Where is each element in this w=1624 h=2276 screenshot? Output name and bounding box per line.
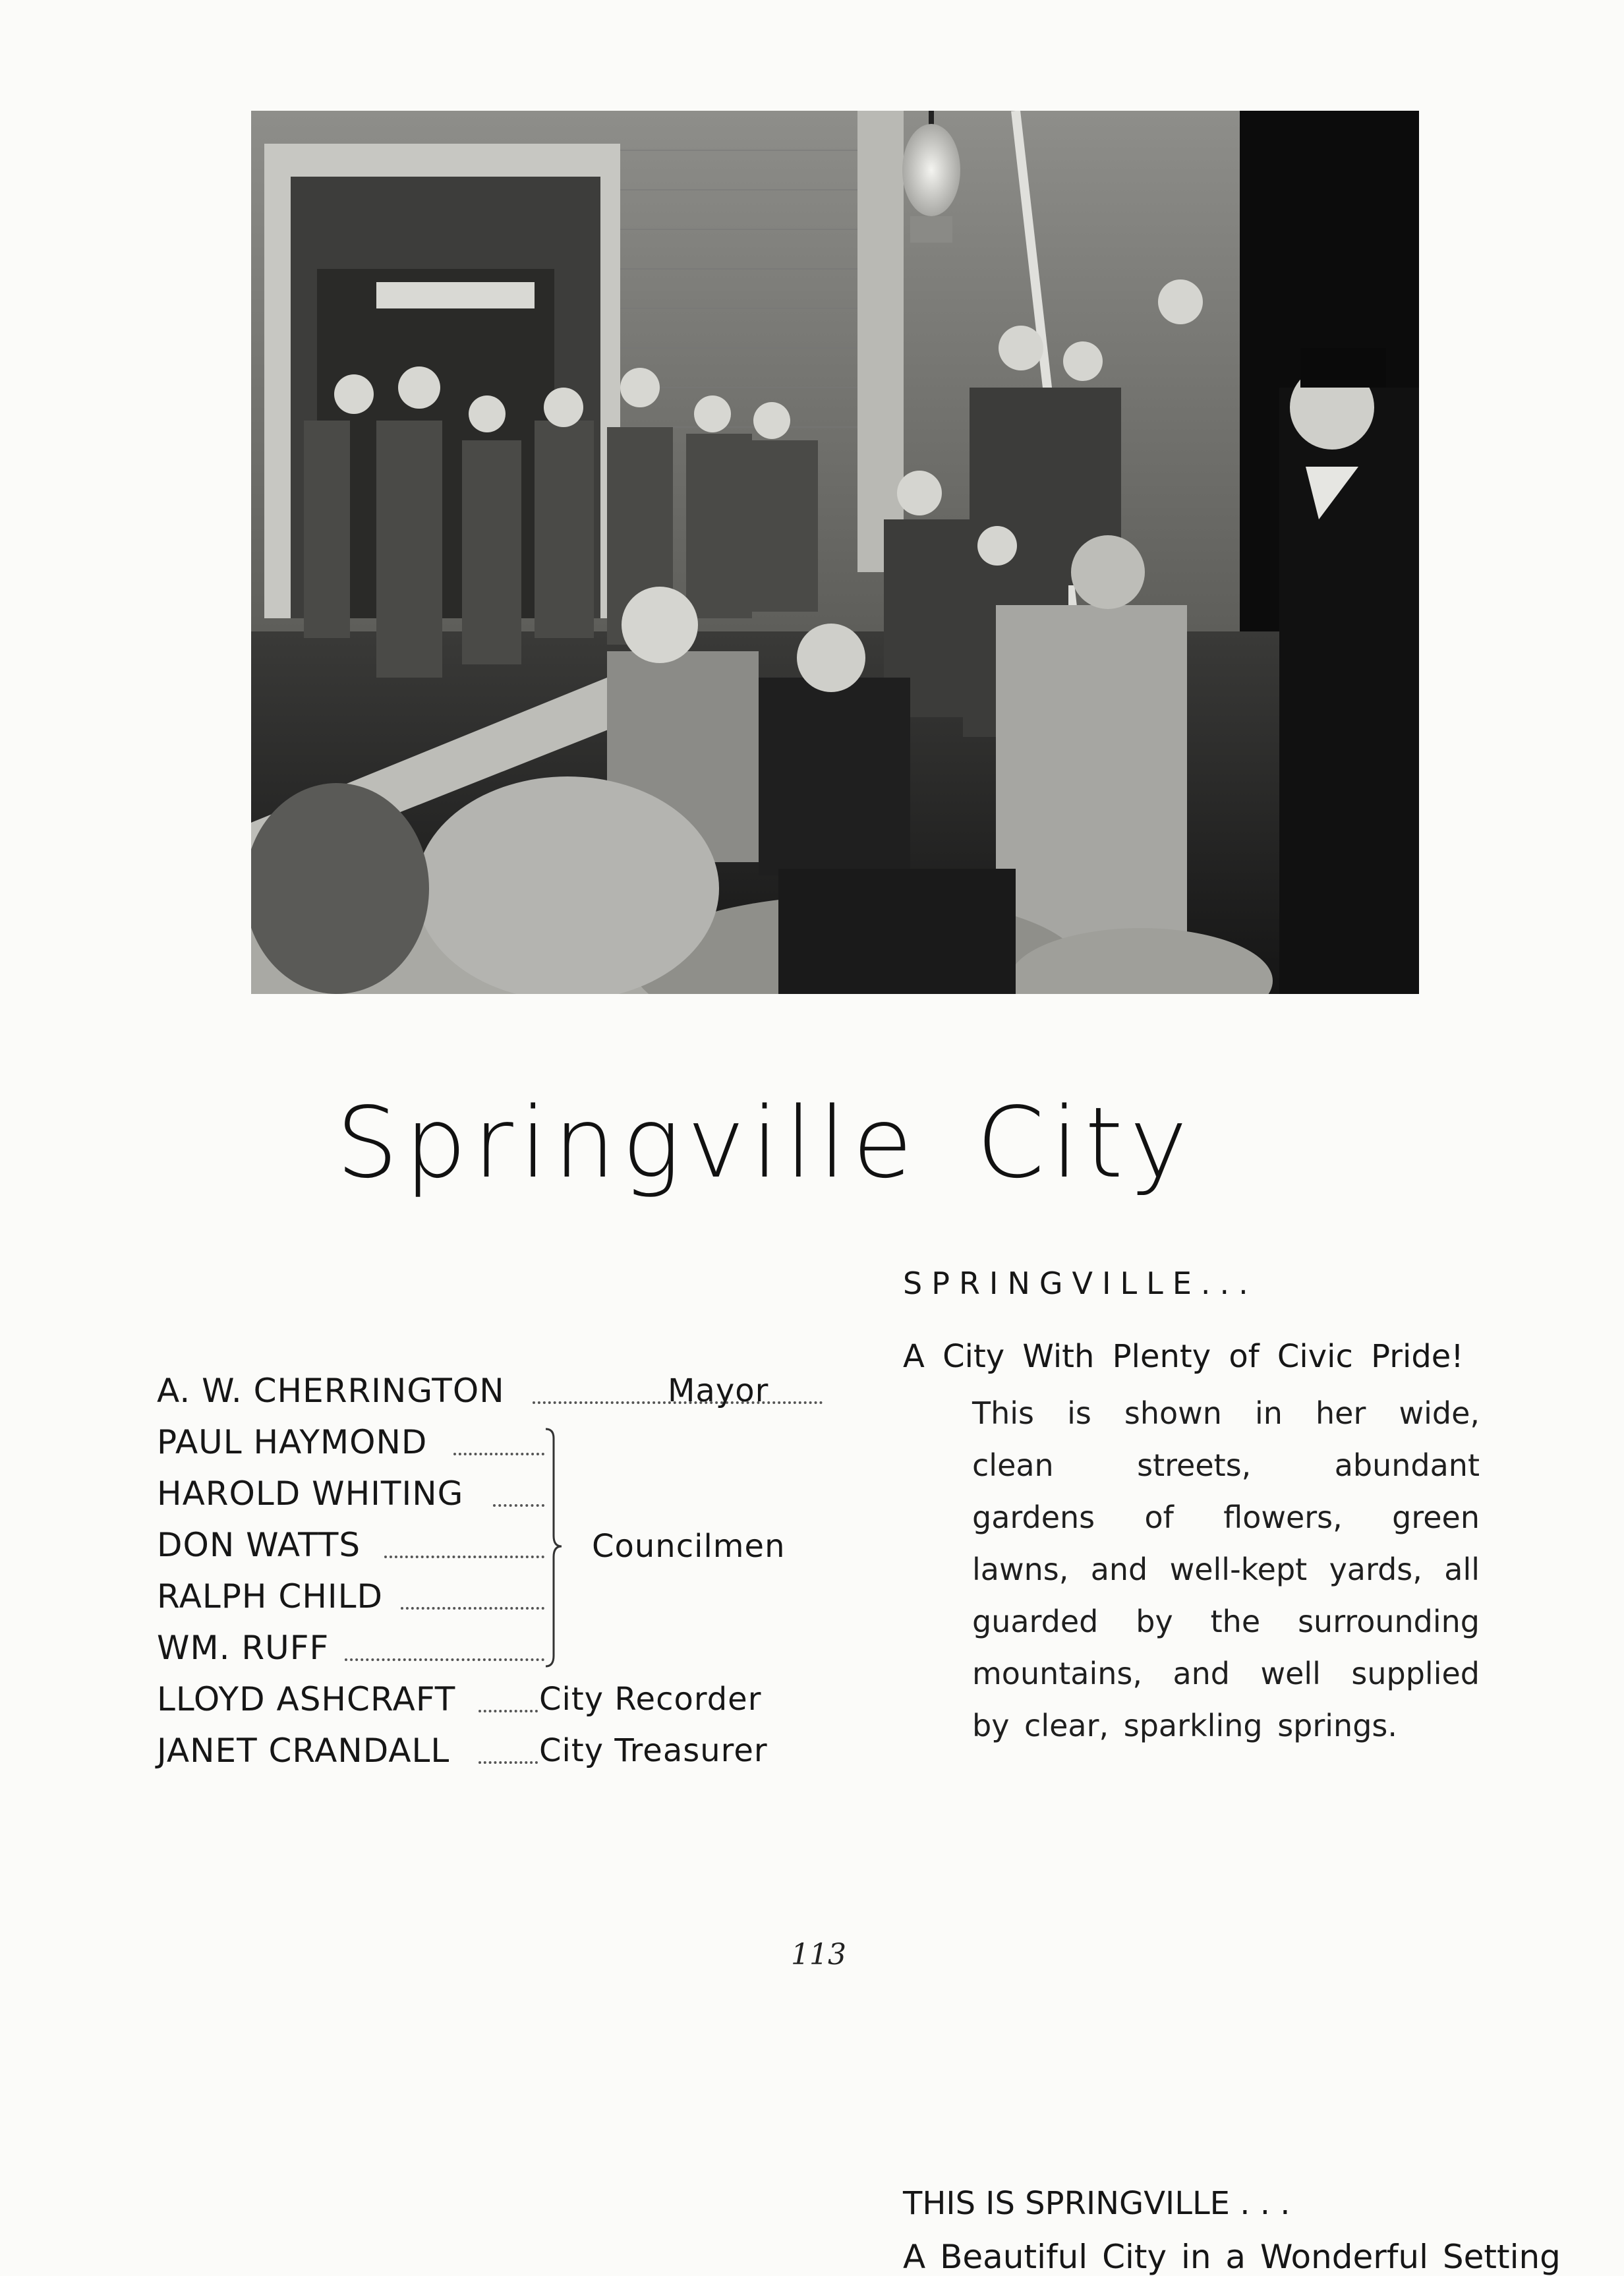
official-name: A. W. CHERRINGTON xyxy=(157,1372,505,1410)
official-name: RALPH CHILD xyxy=(157,1577,384,1616)
official-row xyxy=(157,1577,383,1616)
official-role: Mayor xyxy=(668,1372,769,1409)
official-role: City Treasurer xyxy=(539,1732,768,1769)
leader-dots xyxy=(478,1761,538,1764)
feature-tagline: A City With Plenty of Civic Pride! xyxy=(903,1338,1464,1375)
leader-dots xyxy=(453,1453,544,1455)
official-row xyxy=(157,1474,463,1513)
leader-dots xyxy=(345,1658,544,1661)
leader-dots xyxy=(384,1556,544,1558)
official-row xyxy=(157,1731,450,1770)
official-name: WM. RUFF xyxy=(157,1629,330,1667)
page-title: Springville City xyxy=(336,1086,1194,1200)
leader-dots xyxy=(493,1504,544,1507)
official-row xyxy=(157,1679,455,1719)
official-row xyxy=(157,1525,361,1565)
official-name: JANET CRANDALL xyxy=(157,1732,450,1770)
page-number: 113 xyxy=(791,1938,846,1971)
official-name: HAROLD WHITING xyxy=(157,1474,464,1513)
official-row xyxy=(157,1628,329,1668)
official-name: LLOYD ASHCRAFT xyxy=(157,1680,456,1718)
closing-line: A Beautiful City in a Wonderful Setting xyxy=(903,2238,1561,2276)
feature-heading: SPRINGVILLE... xyxy=(903,1266,1258,1301)
official-name: PAUL HAYMOND xyxy=(157,1423,428,1461)
leader-dots xyxy=(401,1607,544,1610)
leader-dots xyxy=(478,1710,538,1712)
council-brace xyxy=(544,1424,571,1674)
councilmen-label: Councilmen xyxy=(592,1528,786,1565)
official-row xyxy=(157,1422,427,1462)
feature-body: This is shown in her wide, clean streets, abundant gardens of flowers, green lawns, and well-kept yards, all guarded by the surrounding mountains, and well supplied by clear, sparkling springs. xyxy=(972,1395,1480,1743)
closing-heading: THIS IS SPRINGVILLE . . . xyxy=(903,2185,1290,2222)
official-row xyxy=(157,1371,505,1411)
nativity-scene-photo xyxy=(251,111,1419,994)
official-role: City Recorder xyxy=(539,1681,762,1718)
official-name: DON WATTS xyxy=(157,1526,361,1564)
